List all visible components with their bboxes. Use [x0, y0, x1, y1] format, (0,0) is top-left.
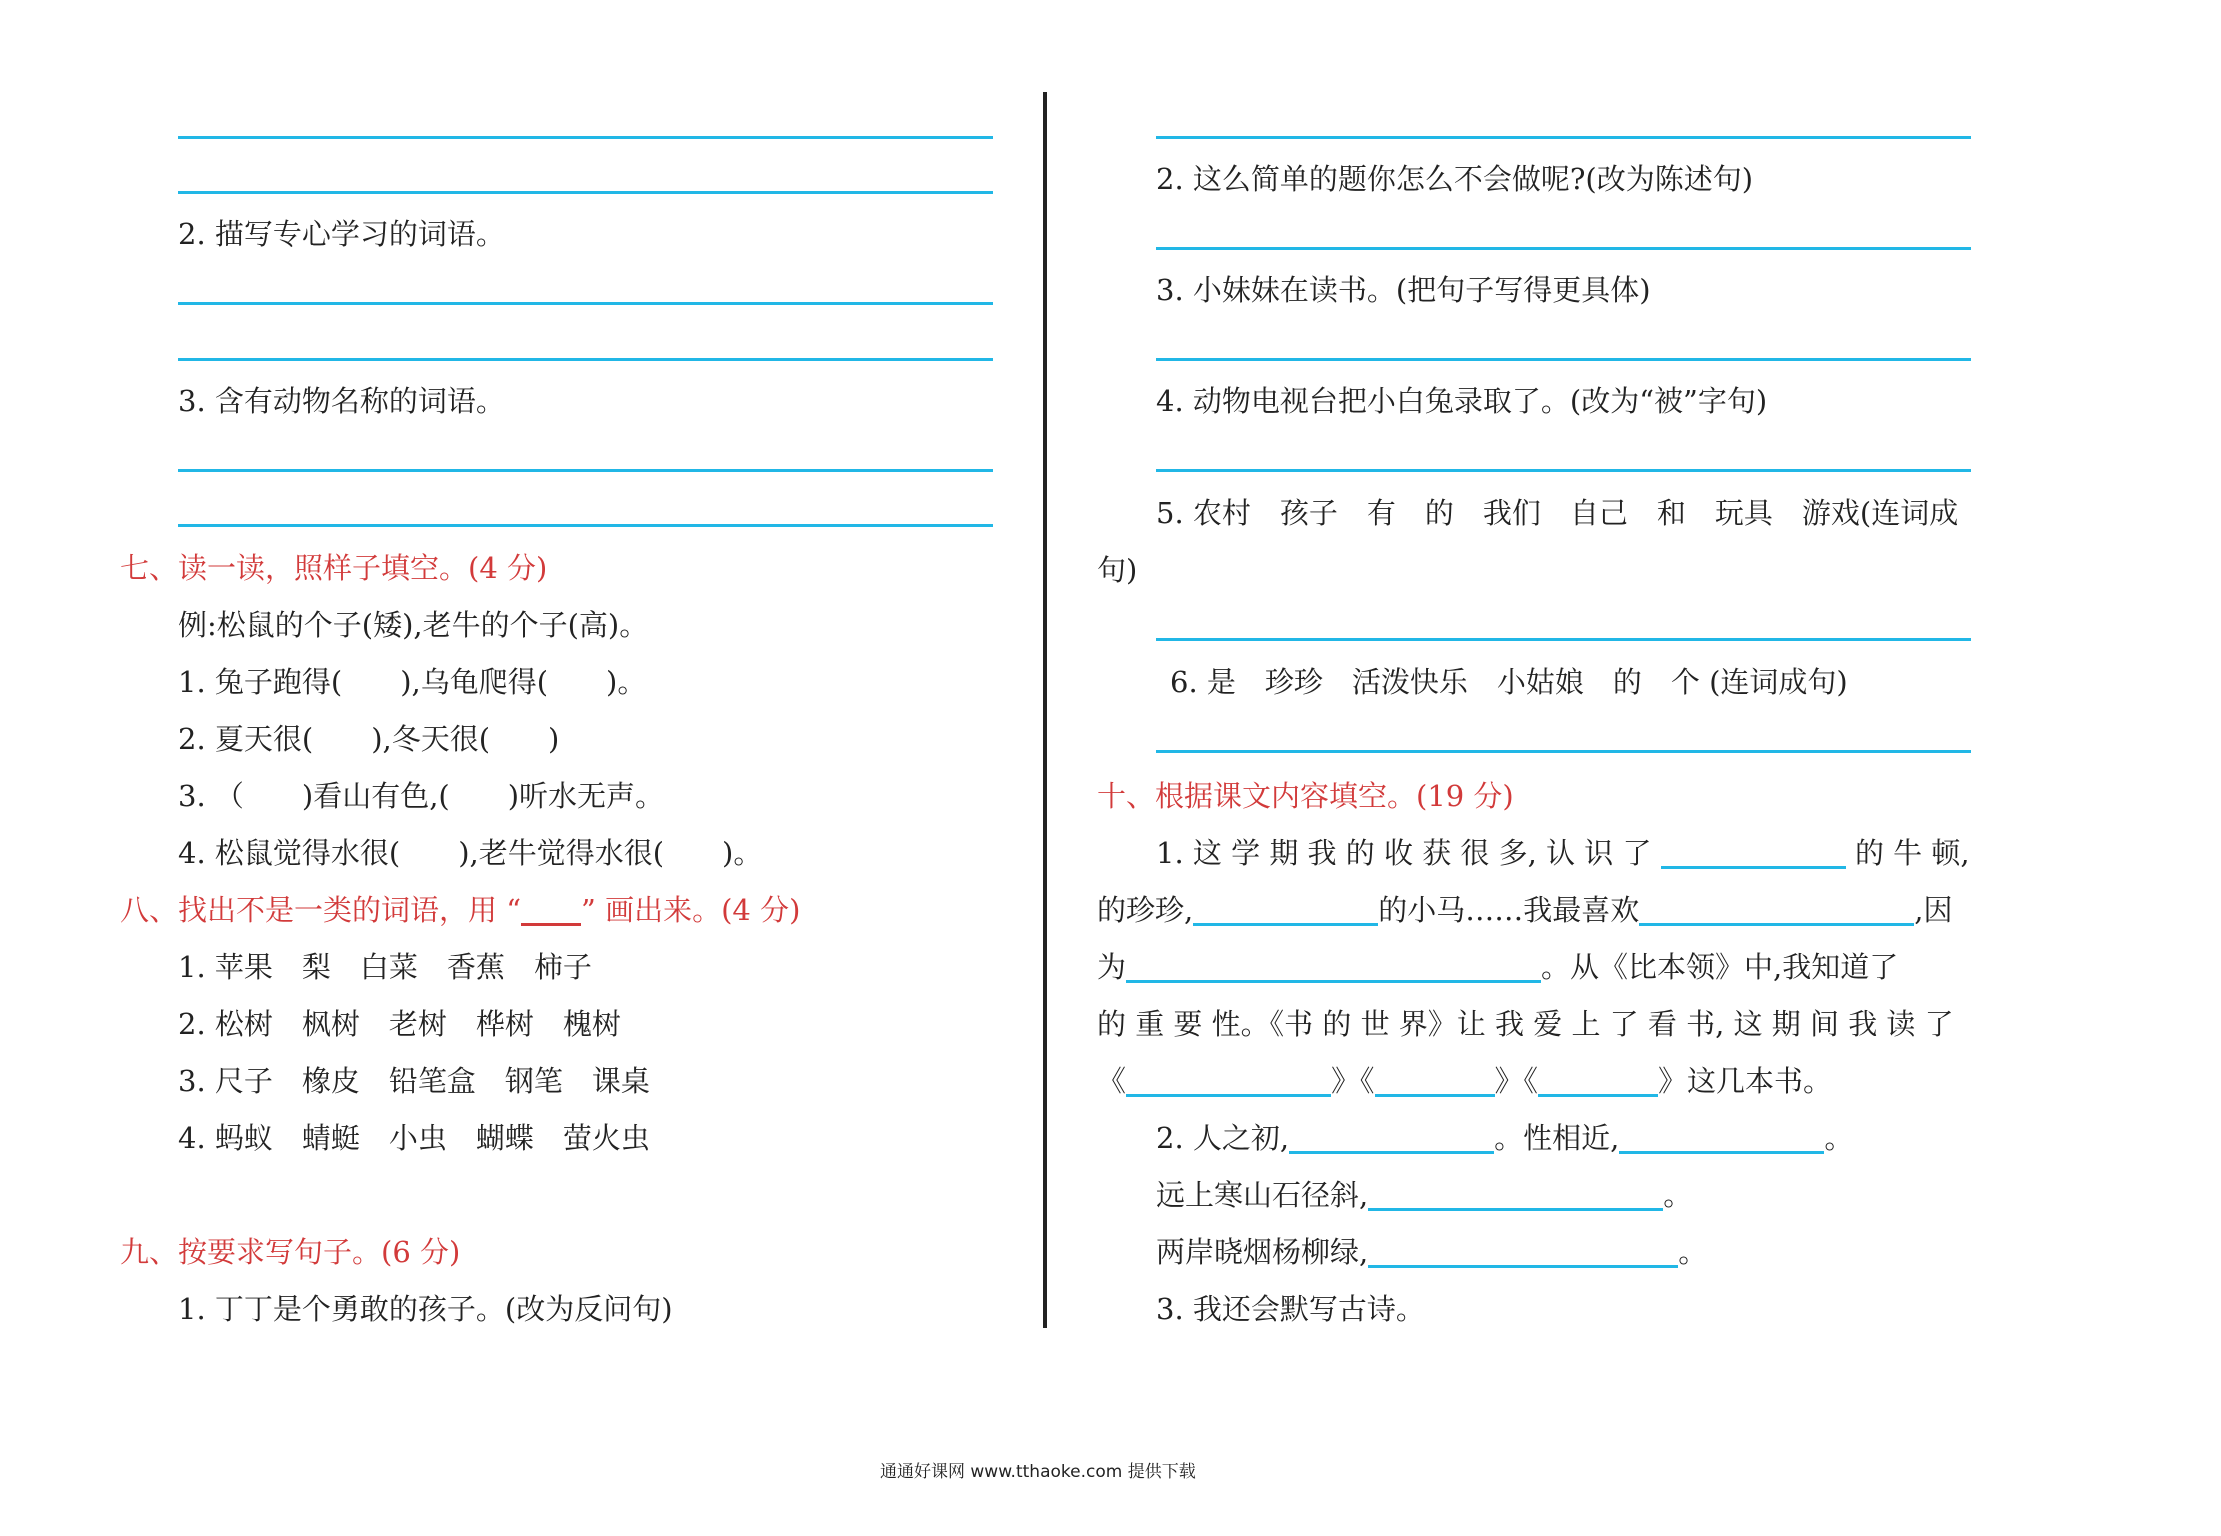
fill-text-row: [1156, 1118, 1853, 1158]
question-text: 2. 夏天很( ),冬天很( ): [178, 722, 560, 756]
question-text: 4. 松鼠觉得水很( ),老牛觉得水很( )。: [178, 836, 763, 870]
answer-line[interactable]: [1156, 638, 1971, 641]
question-text: 3. 小妹妹在读书。(把句子写得更具体): [1156, 273, 1651, 307]
fill-text-row: [1097, 890, 1952, 930]
section-title-10: 十、根据课文内容填空。(19 分): [1097, 779, 1514, 813]
word-group: 1. 苹果 梨 白菜 香蕉 柿子: [178, 950, 592, 984]
fill-text: 。从《比本领》中,我知道了: [1541, 950, 1899, 984]
question-text: 3. 我还会默写古诗。: [1156, 1292, 1425, 1326]
fill-text: 两岸晓烟杨柳绿,: [1156, 1235, 1369, 1269]
fill-blank[interactable]: [1619, 1121, 1824, 1154]
answer-line[interactable]: [1156, 358, 1971, 361]
question-text: 2. 描写专心学习的词语。: [178, 217, 505, 251]
fill-text: 。: [1678, 1235, 1708, 1269]
answer-line[interactable]: [178, 358, 993, 361]
fill-text-row: [1156, 1232, 1707, 1272]
fill-text-row: 的 重 要 性。《书 的 世 界》让 我 爱 上 了 看 书, 这 期 间 我 读 了: [1097, 1007, 1954, 1041]
fill-text: 》这几本书。: [1658, 1064, 1833, 1098]
fill-text: 2. 人之初,: [1156, 1121, 1290, 1155]
fill-text: ,因: [1914, 893, 1953, 927]
fill-text: 的 牛 顿,: [1854, 836, 1970, 870]
question-text: 1. 丁丁是个勇敢的孩子。(改为反问句): [178, 1292, 673, 1326]
fill-blank[interactable]: [1661, 836, 1846, 869]
answer-line[interactable]: [178, 302, 993, 305]
fill-text: 》《: [1331, 1064, 1375, 1098]
fill-blank[interactable]: [1538, 1064, 1658, 1097]
answer-line[interactable]: [178, 191, 993, 194]
answer-line[interactable]: [1156, 750, 1971, 753]
question-text: 3. （ )看山有色,( )听水无声。: [178, 779, 665, 813]
question-text: 6. 是 珍珍 活泼快乐 小姑娘 的 个 (连词成句): [1170, 665, 1848, 699]
question-text: 1. 兔子跑得( ),乌龟爬得( )。: [178, 665, 647, 699]
fill-blank[interactable]: [1126, 1064, 1331, 1097]
fill-blank[interactable]: [1193, 893, 1378, 926]
fill-blank[interactable]: [1375, 1064, 1495, 1097]
question-text: 4. 动物电视台把小白兔录取了。(改为“被”字句): [1156, 384, 1768, 418]
fill-text: 《: [1097, 1064, 1127, 1098]
question-text: 5. 农村 孩子 有 的 我们 自己 和 玩具 游戏(连词成: [1156, 496, 1959, 530]
fill-text-row: [1097, 947, 1898, 987]
fill-text-row: [1156, 833, 1970, 873]
fill-text: 的珍珍,: [1097, 893, 1194, 927]
section-title-8: [120, 890, 800, 930]
fill-blank[interactable]: [1126, 950, 1541, 983]
answer-line[interactable]: [1156, 469, 1971, 472]
answer-line[interactable]: [178, 524, 993, 527]
fill-text: 1. 这 学 期 我 的 收 获 很 多, 认 识 了: [1156, 836, 1652, 870]
example-text: 例:松鼠的个子(矮),老牛的个子(高)。: [178, 608, 649, 642]
answer-line[interactable]: [178, 136, 993, 139]
answer-line[interactable]: [1156, 136, 1971, 139]
word-group: 4. 蚂蚁 蜻蜓 小虫 蝴蝶 萤火虫: [178, 1121, 650, 1155]
fill-blank[interactable]: [1368, 1178, 1663, 1211]
word-group: 2. 松树 枫树 老树 桦树 槐树: [178, 1007, 621, 1041]
column-divider: [1043, 92, 1047, 1328]
fill-blank[interactable]: [1368, 1235, 1678, 1268]
answer-line[interactable]: [178, 469, 993, 472]
section-title-8-part2: ” 画出来。(4 分): [581, 893, 801, 927]
answer-line[interactable]: [1156, 247, 1971, 250]
fill-text: 的小马……我最喜欢: [1378, 893, 1640, 927]
section-title-7: 七、读一读，照样子填空。(4 分): [120, 551, 548, 585]
fill-text: 。性相近,: [1494, 1121, 1620, 1155]
fill-blank[interactable]: [1289, 1121, 1494, 1154]
fill-blank[interactable]: [1639, 893, 1914, 926]
section-title-9: 九、按要求写句子。(6 分): [120, 1235, 461, 1269]
question-text-cont: 句): [1097, 553, 1138, 587]
red-underline-sample: [521, 893, 581, 926]
fill-text: 为: [1097, 950, 1127, 984]
fill-text: 。: [1824, 1121, 1854, 1155]
fill-text: 》《: [1494, 1064, 1539, 1098]
fill-text: 远上寒山石径斜,: [1156, 1178, 1369, 1212]
footer-source: 通通好课网 www.tthaoke.com 提供下载: [880, 1462, 1196, 1482]
question-text: 3. 含有动物名称的词语。: [178, 384, 505, 418]
section-title-8-part1: 八、找出不是一类的词语，用 “: [120, 893, 522, 927]
word-group: 3. 尺子 橡皮 铅笔盒 钢笔 课桌: [178, 1064, 650, 1098]
fill-text-row: [1156, 1175, 1692, 1215]
question-text: 2. 这么简单的题你怎么不会做呢?(改为陈述句): [1156, 162, 1754, 196]
fill-text: 。: [1663, 1178, 1693, 1212]
fill-text-row: [1097, 1061, 1832, 1101]
